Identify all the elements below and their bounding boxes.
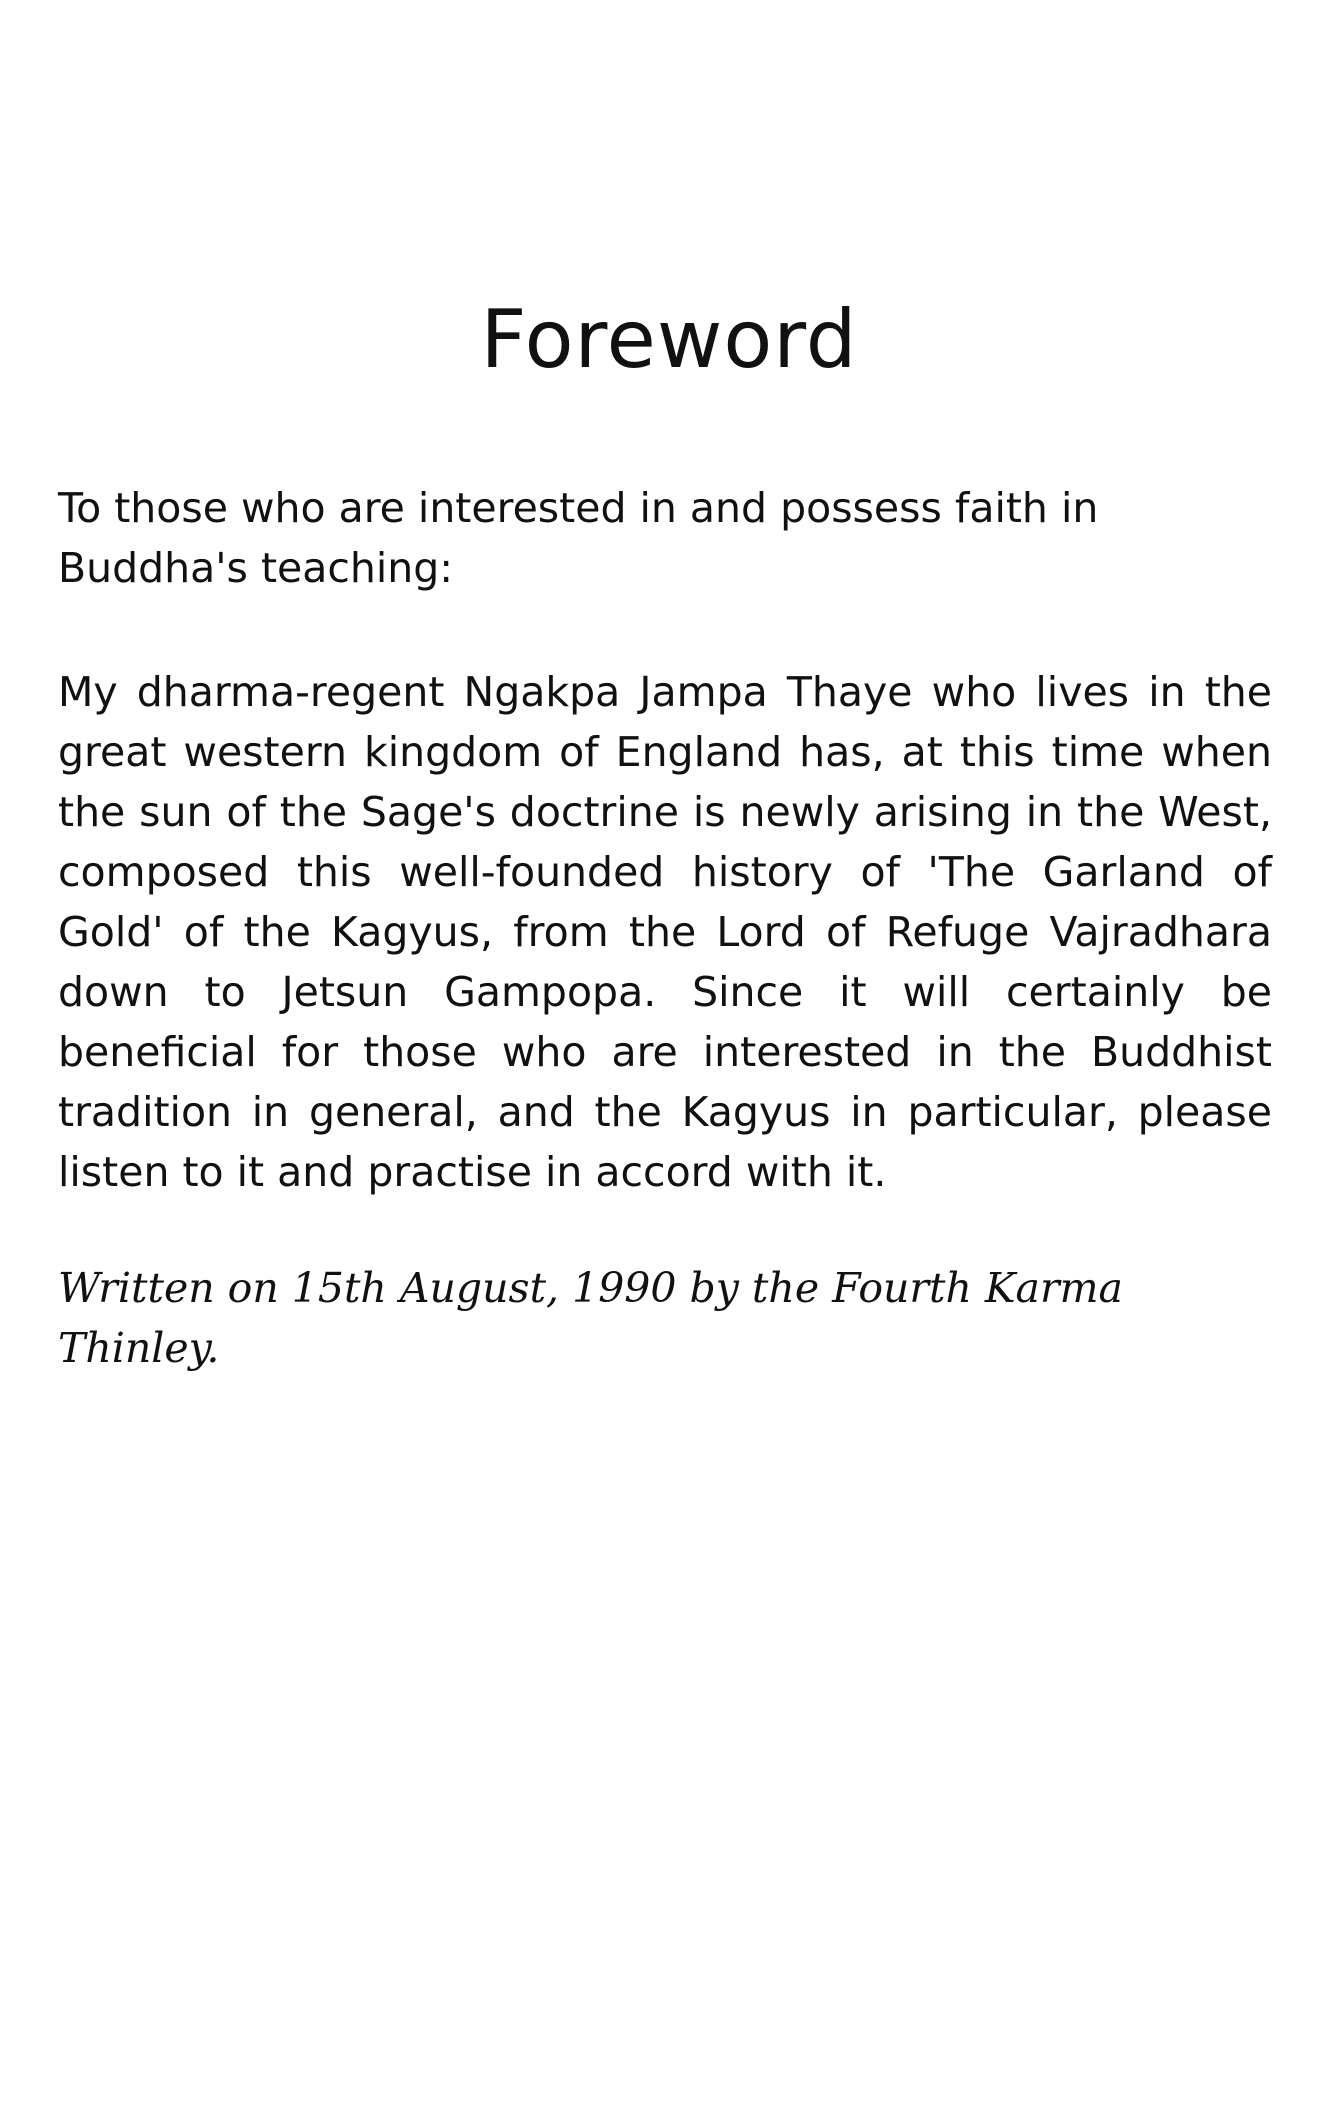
page-title: Foreword: [480, 293, 858, 386]
main-paragraph: My dharma-regent Ngakpa Jampa Thaye who lives in the great western kingdom of England has, at this time when the sun of the Sage's doctrine is newly arising in the West, composed this well-founded history of 'The Garland of Gold' of the Kagyus, from the Lord of Refuge Vajradhara down to Jetsun Gampopa. Since it will certainly be beneficial for those who are interested in the Buddhist tradition in general, and the Kagyus in particular, please listen to it and practise in accord with it.: [58, 668, 1272, 1196]
intro-paragraph: To those who are interested in and possess faith in Buddha's teaching:: [58, 484, 1099, 592]
signature-line: Written on 15th August, 1990 by the Fourth Karma Thinley.: [58, 1264, 1123, 1372]
